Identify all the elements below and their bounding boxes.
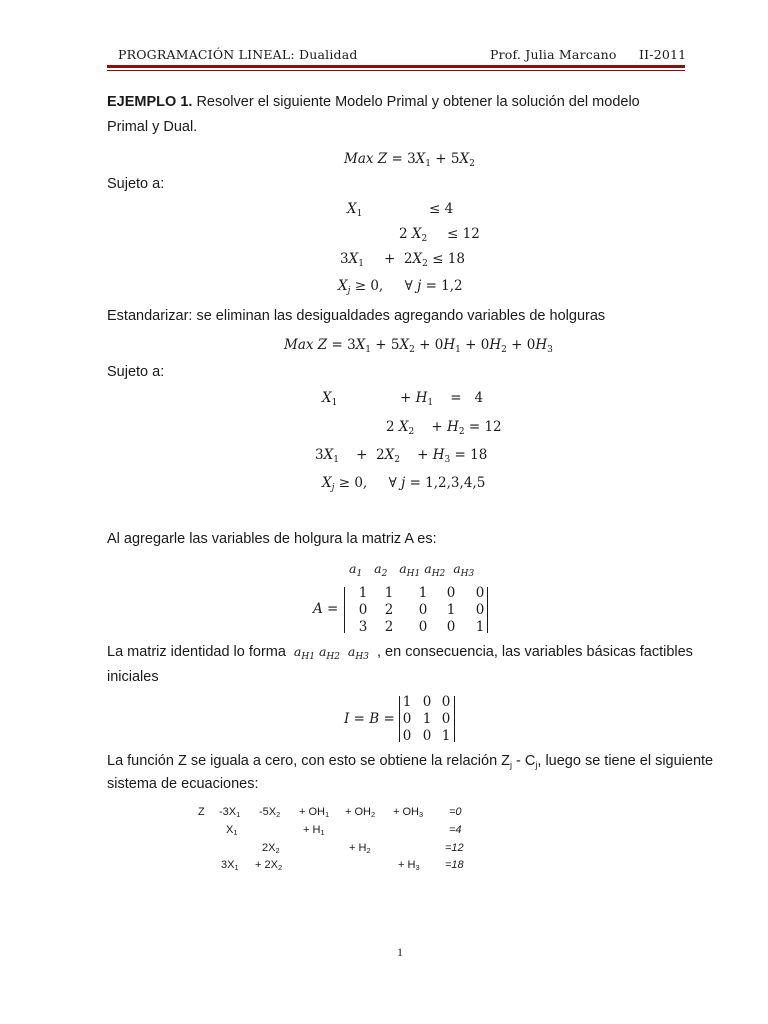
matrix-i-label: I = B = [344,711,395,727]
intro-line-2: Primal y Dual. [107,119,198,135]
header-term: II-2011 [639,47,687,62]
sujeto-label-1: Sujeto a: [107,176,165,192]
eq-row0-z: Z [198,806,205,818]
eq-row2-x2: $2X_2$ [262,842,280,855]
std-constraint-2: 2 $X_2$ + $H_2 = 12$ [386,419,502,437]
std-constraint-1-rest: + $H_1$ = 4 [400,390,484,408]
eq-row0-x2: $-5X_2$ [259,806,281,819]
header-rule-thin [107,70,685,71]
nonnegativity-1: $X_j \ge 0$, ∀ j = 1,2 [338,278,463,296]
page-number: 1 [397,945,403,959]
example-label: EJEMPLO 1. [107,94,193,110]
eq-row0-x1: $-3X_1$ [219,806,241,819]
zfunc-text-line-1: La función Z se iguala a cero, con esto se obtiene la relación $Z_j - C_j$, luego se tiene el siguiente [107,753,714,770]
matrix-a-right-bar [487,587,488,633]
nonnegativity-2: $X_j \ge 0$, ∀ j = 1,2,3,4,5 [322,475,486,493]
matrix-i-right-bar [454,696,455,742]
eq-row0-h3: + $OH_3$ [393,806,424,819]
intro-line-1 [107,94,640,110]
estandarizar-text: Estandarizar: se eliminan las desigualdades agregando variables de holguras [107,308,606,324]
matrix-intro-text: Al agregarle las variables de holgura la matriz A es: [107,531,437,547]
eq-row1-x1: $X_1$ [226,824,238,837]
zfunc-text-line-2: sistema de ecuaciones: [107,776,259,792]
header-author: Prof. Julia Marcano [490,47,617,62]
constraint-1: $X_1$ [347,201,363,219]
eq-row0-h1: + $OH_1$ [299,806,330,819]
eq-row0-rhs: =0 [449,806,462,818]
eq-row1-h1: + $H_1$ [303,824,325,837]
eq-row3-h3: + $H_3$ [398,859,420,872]
identity-text-line-1: La matriz identidad lo forma $a_{H1}$ $a_{H2}$ $a_{H3}$ , en consecuencia, las variables básicas factibles [107,644,693,662]
constraint-3-rest: + $2X_2 \le 18$ [384,251,465,269]
standard-objective: Max $Z = 3X_1 + 5X_2 + 0H_1 + 0H_2 + 0H_3$ [284,337,553,355]
header-title: PROGRAMACIÓN LINEAL: Dualidad [118,47,358,62]
constraint-3: $3X_1$ [340,251,364,269]
sujeto-label-2: Sujeto a: [107,364,165,380]
eq-row0-h2: + $OH_2$ [345,806,376,819]
eq-row2-h2: + $H_2$ [349,842,371,855]
std-constraint-3: $3X_1$ + $2X_2$ + $H_3 = 18$ [315,447,488,465]
identity-text-line-2: iniciales [107,669,159,685]
eq-row3-rhs: =18 [445,859,464,871]
eq-row1-rhs: =4 [449,824,462,836]
eq-row3-x1: $3X_1$ [221,859,239,872]
constraint-2: 2 $X_2$ [399,226,428,244]
matrix-a-col-headers: $a_1$ $a_2$ $a_{H1}$ $a_{H2}$ $a_{H3}$ [349,561,475,579]
constraint-2-rhs: ≤ 12 [447,226,480,242]
objective-function: Max $Z = 3X_1 + 5X_2$ [344,151,475,169]
matrix-a-left-bar [344,587,345,633]
header-rule-thick [107,65,685,68]
intro-text: Resolver el siguiente Modelo Primal y obtener la solución del modelo [192,94,640,110]
std-constraint-1: $X_1$ [322,390,338,408]
eq-row2-rhs: =12 [445,842,464,854]
constraint-1-rhs: ≤ 4 [429,201,454,217]
eq-row3-x2: + $2X_2$ [255,859,283,872]
matrix-a-label: A = [313,601,339,617]
